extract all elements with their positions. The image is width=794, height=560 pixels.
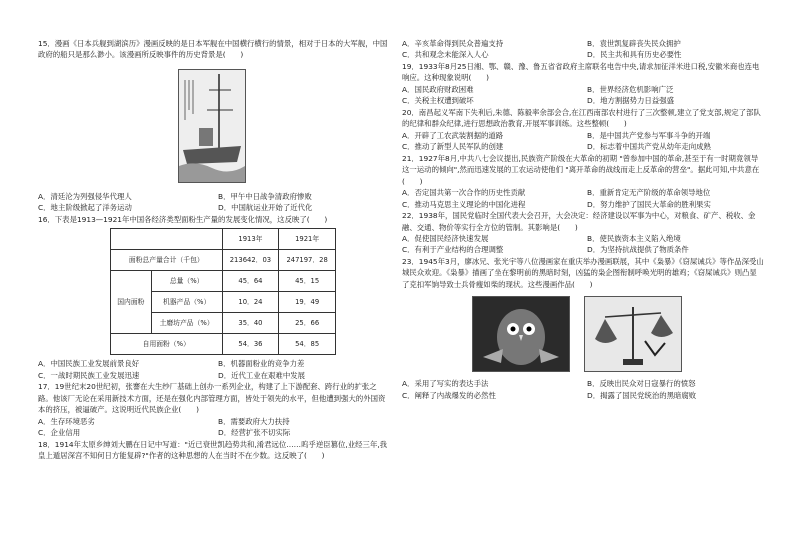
option-a[interactable]: A．国民政府财政困难 (402, 84, 474, 94)
option-a[interactable]: A．采用了写实的表达手法 (402, 379, 489, 389)
flour-production-table (110, 228, 336, 355)
question-16: 16．下表是1913—1921年中国各经济类型面粉生产量的发展变化情况，这反映了( ) (38, 214, 328, 224)
table-cell: 45．15 (279, 271, 336, 292)
option-c[interactable]: C．一战时期民族工业发展迅速 (38, 370, 140, 380)
option-c[interactable]: C．关税主权遭到破坏 (402, 96, 474, 106)
option-a[interactable]: A．开辟了工农武装割据的道路 (402, 130, 504, 140)
scale-cartoon (584, 296, 682, 372)
table-cell: 54．85 (279, 334, 336, 355)
warship-cartoon (178, 69, 246, 183)
table-cell: 54．36 (222, 334, 279, 355)
question-23-options (402, 378, 764, 401)
scale-illustration (585, 297, 681, 371)
option-d[interactable]: D．经营扩张不切实际 (218, 428, 291, 438)
option-b[interactable]: B．反映出民众对日寇暴行的愤怒 (587, 379, 696, 389)
question-18: 18．1914年太原乡绅刘大鹏在日记中写道："近已衰世凯趋势共和,淆君远位……呜乎逆臣篡位,业经三年,我皇上遁居深宫不知何日方能复辟?"作者的这种思想的人在当时不在少数。这反映了( ) (38, 439, 388, 461)
table-row-label: 总量（%） (151, 271, 222, 292)
table-cell: 10．24 (222, 292, 279, 313)
option-a[interactable]: A．辛亥革命得到民众普遍支持 (402, 39, 504, 48)
option-d[interactable]: D．为坚持抗战提供了物质条件 (587, 245, 689, 255)
owl-cartoon (472, 296, 570, 372)
question-20-options (402, 130, 764, 153)
cartoon-pair (472, 296, 764, 372)
table-cell: 247197．28 (279, 250, 336, 271)
option-b[interactable]: B．甲午中日战争清政府惨败 (218, 191, 312, 201)
left-column (38, 38, 390, 462)
right-column (402, 38, 764, 401)
table-cell: 19．49 (279, 292, 336, 313)
option-c[interactable]: C．有利于产业结构的合理调整 (402, 245, 504, 255)
question-19-options (402, 84, 764, 107)
option-c[interactable]: C．推动马克思主义理论的中国化进程 (402, 199, 526, 209)
option-c[interactable]: C．地主阶级掀起了洋务运动 (38, 203, 132, 213)
option-a[interactable]: A．促使国民经济快速发展 (402, 233, 489, 243)
warship-illustration (179, 70, 245, 182)
question-21: 21．1927年8月,中共八七会议提出,民族资产阶级在大革命的初期 "曾参加中国的革命,甚至于有一时期竟领导这一运动的倾向",然而迅速发展的工农运动使他们 "离开革命的战线而走上反革命的营垒"。据此可知,中共意在( ) (402, 153, 760, 186)
question-22-options (402, 233, 764, 256)
question-15: 15．漫画《日本兵舰到湖滨历》漫画反映的是日本军舰在中国横行横行的情景，相对于日本的大军舰，中国政府的船只是那么渺小。该漫画所反映事件的历史背景是( ) (38, 39, 388, 60)
option-d[interactable]: D．标志着中国共产党从幼年走向成熟 (587, 142, 711, 152)
option-c[interactable]: C．阐释了内战爆发的必然性 (402, 390, 496, 400)
table-row-label: 机器产品（%） (151, 292, 222, 313)
option-a[interactable]: A．否定国共第一次合作的历史性贡献 (402, 188, 526, 198)
option-c[interactable]: C．企业信用 (38, 428, 81, 438)
option-a[interactable]: A．生存环境恶劣 (38, 416, 95, 426)
option-d[interactable]: D．努力维护了国民大革命的胜利果实 (587, 199, 711, 209)
option-b[interactable]: B．是中国共产党参与军事斗争的开端 (587, 130, 711, 140)
question-21-options (402, 187, 764, 210)
owl-illustration (473, 297, 569, 371)
question-15-options (38, 191, 390, 214)
option-b[interactable]: B．袁世凯复辟丧失民众拥护 (587, 39, 681, 48)
option-b[interactable]: B．世界经济危机影响广泛 (587, 84, 674, 94)
option-b[interactable]: B．需要政府大力扶持 (218, 416, 290, 426)
table-cell: 25．66 (279, 313, 336, 334)
option-b[interactable]: B．机器面粉业的竞争力差 (218, 359, 305, 369)
question-22: 22．1938年，国民党临时全国代表大会召开，大会决定：经济建设以军事为中心，对粮食、矿产、税收、金融、交通、物价等实行全方位的管制。其影响是( ) (402, 211, 756, 232)
table-header-blank (111, 229, 223, 250)
option-b[interactable]: B．使民族资本主义陷入绝境 (587, 233, 681, 243)
option-d[interactable]: D．近代工业在艰难中发展 (218, 370, 305, 380)
option-a[interactable]: A．中国民族工业发展前景良好 (38, 359, 140, 369)
option-d[interactable]: D．民主共和具有历史必要性 (587, 50, 682, 60)
question-19: 19．1933年8月25日湘、鄂、赣、豫、鲁五省省政府主席联名电告中央,请求加征洋米进口税,安徽米商也连电响应。这种现象说明( ) (402, 61, 760, 83)
table-cell: 45．64 (222, 271, 279, 292)
question-16-options (38, 358, 390, 381)
option-d[interactable]: D．揭露了国民党统治的黑暗腐败 (587, 390, 697, 400)
question-18-options (402, 38, 764, 61)
option-c[interactable]: C．共和观念未能深入人心 (402, 50, 489, 60)
option-a[interactable]: A．清廷沦为列强侵华代理人 (38, 191, 132, 201)
table-cell: 213642．03 (222, 250, 279, 271)
table-header-1921: 1921年 (279, 229, 336, 250)
option-c[interactable]: C．推动了新型人民军队的创建 (402, 142, 504, 152)
option-b[interactable]: B．重新肯定无产阶级的革命领导地位 (587, 188, 711, 198)
table-group-label: 国内面粉 (111, 271, 152, 334)
table-header-1913: 1913年 (222, 229, 279, 250)
question-23: 23．1945年3月，廖冰兄、张光宇等八位漫画家在重庆举办漫画联展，其中《枭暴》《窃屎诫兵》等作品深受山城民众欢迎。《枭暴》描画了坐在黎明前的黑暗时刻，凶猛的枭企图衔制呼唤光明的雄鸡；《窃屎诫兵》则凸显了克扣军饷导致士兵骨瘦如柴的现状。这些漫画作品( ) (402, 256, 764, 289)
table-cell: 35．40 (222, 313, 279, 334)
table-total-label: 面粉总产量合计（千包） (111, 250, 223, 271)
question-20: 20．南昌起义军南下失利后,朱德、陈毅率余部会合,在江西南部农村进行了三次整顿,建立了党支部,规定了部队的纪律和群众纪律,进行思想政治教育,开展军事训练。这些整顿( ) (402, 107, 761, 129)
table-import-label: 自用面粉（%） (111, 334, 223, 355)
option-d[interactable]: D．地方割据势力日益强盛 (587, 96, 674, 106)
option-d[interactable]: D．中国航运业开始了近代化 (218, 203, 313, 213)
question-17-options (38, 416, 390, 439)
question-17: 17．19世纪末20世纪初，张謇在大生纱厂基础上创办一系列企业，构建了上下游配套、跨行业的扩张之路。他该厂无论在采用新技术方面，还是在强化内部管理方面，皆处于领先的水平，但他遭到强大的外国资本的挤压，被逼破产。这说明近代民族企业( ) (38, 382, 386, 415)
table-row-label: 土磨坊产品（%） (151, 313, 222, 334)
